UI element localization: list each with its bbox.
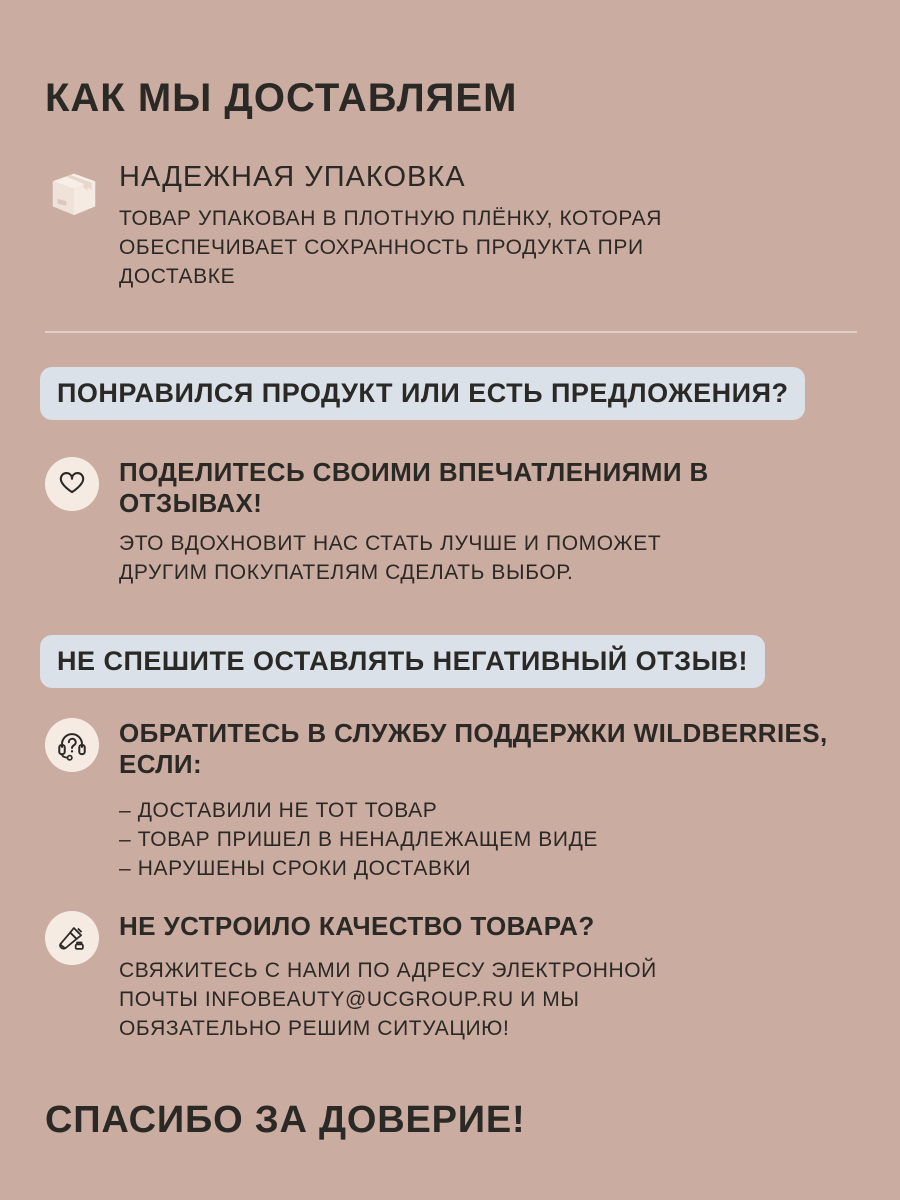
reviews-section bbox=[45, 457, 857, 587]
support-reasons-list bbox=[119, 796, 857, 883]
quality-section bbox=[45, 911, 857, 1043]
support-reason-item: – НАРУШЕНЫ СРОКИ ДОСТАВКИ bbox=[119, 857, 472, 880]
packaging-body: ТОВАР УПАКОВАН В ПЛОТНУЮ ПЛЁНКУ, КОТОРАЯ ОБЕСПЕЧИВАЕТ СОХРАННОСТЬ ПРОДУКТА ПРИ ДОСТАВКЕ bbox=[119, 207, 662, 288]
cosmetic-tube-icon bbox=[45, 911, 99, 965]
feedback-banner: ПОНРАВИЛСЯ ПРОДУКТ ИЛИ ЕСТЬ ПРЕДЛОЖЕНИЯ? bbox=[40, 367, 805, 420]
support-reason-item: – ТОВАР ПРИШЕЛ В НЕНАДЛЕЖАЩЕМ ВИДЕ bbox=[119, 828, 598, 851]
packaging-heading: НАДЕЖНАЯ УПАКОВКА bbox=[119, 161, 466, 193]
support-reason-item: – ДОСТАВИЛИ НЕ ТОТ ТОВАР bbox=[119, 799, 438, 822]
packaging-section bbox=[45, 161, 857, 291]
packaging-text bbox=[119, 161, 857, 291]
package-box-icon bbox=[45, 161, 103, 224]
heart-icon bbox=[45, 457, 99, 511]
thank-you-title: СПАСИБО ЗА ДОВЕРИЕ! bbox=[45, 1099, 526, 1141]
quality-heading: НЕ УСТРОИЛО КАЧЕСТВО ТОВАРА? bbox=[119, 911, 595, 941]
support-section bbox=[45, 718, 857, 883]
reviews-heading: ПОДЕЛИТЕСЬ СВОИМИ ВПЕЧАТЛЕНИЯМИ В ОТЗЫВАХ! bbox=[119, 457, 709, 518]
reviews-body: ЭТО ВДОХНОВИТ НАС СТАТЬ ЛУЧШЕ И ПОМОЖЕТ ДРУГИМ ПОКУПАТЕЛЯМ СДЕЛАТЬ ВЫБОР. bbox=[119, 532, 662, 584]
headset-question-icon bbox=[45, 718, 99, 772]
quality-body: СВЯЖИТЕСЬ С НАМИ ПО АДРЕСУ ЭЛЕКТРОННОЙ ПОЧТЫ INFOBEAUTY@UCGROUP.RU И МЫ ОБЯЗАТЕЛЬНО РЕШИМ СИТУАЦИЮ! bbox=[119, 959, 657, 1040]
negative-review-banner: НЕ СПЕШИТЕ ОСТАВЛЯТЬ НЕГАТИВНЫЙ ОТЗЫВ! bbox=[40, 635, 765, 688]
quality-text bbox=[119, 911, 857, 1043]
support-text bbox=[119, 718, 857, 883]
page-title: КАК МЫ ДОСТАВЛЯЕМ bbox=[45, 76, 518, 120]
reviews-text bbox=[119, 457, 857, 587]
support-heading: ОБРАТИТЕСЬ В СЛУЖБУ ПОДДЕРЖКИ WILDBERRIES, ЕСЛИ: bbox=[119, 718, 828, 779]
